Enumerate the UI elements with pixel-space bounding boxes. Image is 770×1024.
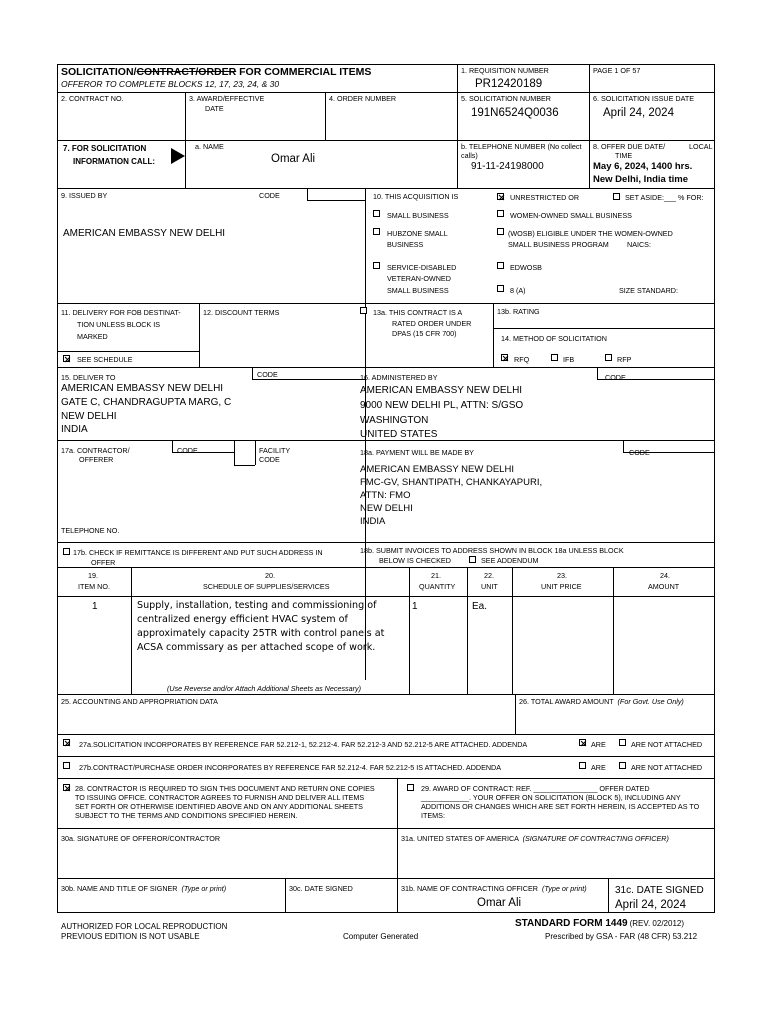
women-owned-checkbox[interactable] (497, 210, 504, 217)
facility-code-label-2: CODE (259, 455, 280, 464)
item-no-value[interactable]: 1 (92, 601, 98, 612)
women-owned-label: WOMEN-OWNED SMALL BUSINESS (510, 211, 632, 220)
27a-text: 27a.SOLICITATION INCORPORATES BY REFERENCE FAR 52.212-1, 52.212-4. FAR 52.212-3 AND 52.212-5 ARE ATTACHED. ADDENDA (79, 740, 528, 749)
prescribed-by-note: Prescribed by GSA - FAR (48 CFR) 53.212 (545, 932, 698, 941)
27b-are-checkbox[interactable] (579, 762, 586, 769)
issued-by-code-label: CODE (259, 191, 280, 200)
deliver-to-line-2[interactable]: GATE C, CHANDRAGUPTA MARG, C (61, 397, 232, 408)
telephone-label: TELEPHONE NO. (61, 526, 120, 535)
co-date-label: 31c. DATE SIGNED (615, 885, 704, 896)
issued-by-value[interactable]: AMERICAN EMBASSY NEW DELHI (63, 228, 226, 239)
see-addendum-checkbox[interactable] (469, 556, 476, 563)
27a-are-not-checkbox[interactable] (619, 739, 626, 746)
set-aside-checkbox[interactable] (613, 193, 620, 200)
phone-label: b. TELEPHONE NUMBER (No collect calls) (461, 142, 582, 160)
edwosb-label: EDWOSB (510, 263, 542, 272)
set-aside-label: SET ASIDE:___ % FOR: (625, 193, 704, 202)
previous-edition-note: PREVIOUS EDITION IS NOT USABLE (61, 932, 200, 941)
27b-are-label: ARE (591, 763, 606, 772)
27a-are-not-label: ARE NOT ATTACHED (631, 740, 703, 749)
sdvosb-label: SERVICE-DISABLED (387, 263, 457, 272)
order-no-label: 4. ORDER NUMBER (329, 94, 397, 103)
form-subtitle: OFFEROR TO COMPLETE BLOCKS 12, 17, 23, 24, & 30 (61, 79, 280, 89)
28-line-2: TO ISSUING OFFICE. CONTRACTOR AGREES TO FURNISH AND DELIVER ALL ITEMS (75, 793, 365, 802)
size-standard-label: SIZE STANDARD: (619, 286, 678, 295)
method-label: 14. METHOD OF SOLICITATION (501, 334, 607, 343)
solicitation-no-label: 5. SOLICITATION NUMBER (461, 94, 551, 103)
27b-are-not-checkbox[interactable] (619, 762, 626, 769)
offeror-signature-label: 30a. SIGNATURE OF OFFEROR/CONTRACTOR (61, 834, 221, 843)
col22-num: 22. (484, 571, 494, 580)
item-description[interactable]: Supply, installation, testing and commissioning of centralized energy efficient HVAC system of approximately capacity 25TR with control panels at ACSA commissary as per attached scope of work. (137, 600, 385, 653)
computer-generated-note: Computer Generated (343, 932, 419, 941)
28-line-1: 28. CONTRACTOR IS REQUIRED TO SIGN THIS DOCUMENT AND RETURN ONE COPIES (75, 784, 375, 793)
remittance-label-2: OFFER (91, 558, 116, 567)
administered-by-line-4[interactable]: UNITED STATES (360, 429, 438, 440)
item-unit[interactable]: Ea. (472, 601, 488, 612)
administered-by-line-1[interactable]: AMERICAN EMBASSY NEW DELHI (360, 385, 523, 396)
col21-num: 21. (431, 571, 441, 580)
col19-header: ITEM NO. (78, 582, 110, 591)
submit-invoices-label-2: BELOW IS CHECKED (379, 556, 451, 565)
sdvosb-label-3: SMALL BUSINESS (387, 286, 449, 295)
accounting-label: 25. ACCOUNTING AND APPROPRIATION DATA (61, 697, 218, 706)
col24-num: 24. (660, 571, 670, 580)
deliver-to-line-1[interactable]: AMERICAN EMBASSY NEW DELHI (61, 383, 224, 394)
administered-by-label: 16. ADMINISTERED BY (360, 373, 438, 382)
27a-are-label: ARE (591, 740, 606, 749)
discount-terms-label: 12. DISCOUNT TERMS (203, 308, 280, 317)
deliver-to-label: 15. DELIVER TO (61, 373, 116, 382)
col24-header: AMOUNT (648, 582, 680, 591)
small-business-checkbox[interactable] (373, 210, 380, 217)
offeror-date-label: 30c. DATE SIGNED (289, 884, 353, 893)
27a-are-checkbox[interactable] (579, 739, 586, 746)
naics-label: NAICS: (627, 240, 651, 249)
payment-line-2[interactable]: FMC-GV, SHANTIPATH, CHANKAYAPURI, (360, 477, 543, 488)
due-date-label: 8. OFFER DUE DATE/ (593, 142, 666, 151)
wosb-label-2: SMALL BUSINESS PROGRAM (508, 240, 609, 249)
signer-name-label: 30b. NAME AND TITLE OF SIGNER (Type or print) (61, 884, 227, 893)
28-line-3: SET FORTH OR OTHERWISE IDENTIFIED ABOVE AND ON ANY ADDITIONAL SHEETS (75, 802, 363, 811)
item-quantity[interactable]: 1 (412, 601, 418, 612)
see-addendum-label: SEE ADDENDUM (481, 556, 539, 565)
info-call-label: 7. FOR SOLICITATION (63, 144, 147, 153)
col19-num: 19. (88, 571, 98, 580)
unrestricted-label: UNRESTRICTED OR (510, 193, 580, 202)
eight-a-checkbox[interactable] (497, 285, 504, 292)
wosb-label: (WOSB) ELIGIBLE UNDER THE WOMEN-OWNED (508, 229, 673, 238)
schedule-footnote: (Use Reverse and/or Attach Additional Sheets as Necessary) (167, 684, 362, 693)
see-schedule-checkbox[interactable] (63, 355, 70, 362)
hubzone-checkbox[interactable] (373, 228, 380, 235)
small-business-label: SMALL BUSINESS (387, 211, 449, 220)
col23-num: 23. (557, 571, 567, 580)
28-line-4: SUBJECT TO THE TERMS AND CONDITIONS SPECIFIED HEREIN. (75, 811, 298, 820)
administered-by-code-label: CODE (605, 373, 626, 382)
hubzone-label-2: BUSINESS (387, 240, 424, 249)
local-reproduction-note: AUTHORIZED FOR LOCAL REPRODUCTION (61, 922, 228, 931)
col23-header: UNIT PRICE (541, 582, 582, 591)
col20-header: SCHEDULE OF SUPPLIES/SERVICES (203, 582, 330, 591)
rfq-label: RFQ (514, 355, 530, 364)
payment-line-5[interactable]: INDIA (360, 516, 386, 527)
27b-text: 27b.CONTRACT/PURCHASE ORDER INCORPORATES BY REFERENCE FAR 52.212-4. FAR 52.212-5 IS ATTACHED. ADDENDA (79, 763, 502, 772)
standard-form-name: STANDARD FORM 1449 (REV. 02/2012) (515, 918, 685, 929)
rfq-checkbox[interactable] (501, 354, 508, 361)
27a-checkbox[interactable] (63, 739, 70, 746)
arrow-right-icon (171, 148, 185, 164)
sdvosb-label-2: VETERAN-OWNED (387, 274, 451, 283)
ifb-label: IFB (563, 355, 575, 364)
ifb-checkbox[interactable] (551, 354, 558, 361)
award-date-label-2: DATE (205, 104, 224, 113)
payment-line-1[interactable]: AMERICAN EMBASSY NEW DELHI (360, 464, 514, 475)
usa-signature-label: 31a. UNITED STATES OF AMERICA (SIGNATURE OF CONTRACTING OFFICER) (401, 834, 669, 843)
name-label: a. NAME (195, 142, 224, 151)
delivery-label-3: MARKED (77, 332, 108, 341)
issued-by-label: 9. ISSUED BY (61, 191, 108, 200)
award-date-label: 3. AWARD/EFFECTIVE (189, 94, 265, 103)
form-title: SOLICITATION/CONTRACT/ORDER FOR COMMERCIAL ITEMS (61, 66, 372, 78)
payment-code-label: CODE (629, 448, 650, 457)
29-line-3: ADDITIONS OR CHANGES WHICH ARE SET FORTH HEREIN, IS ACCEPTED AS TO (421, 802, 700, 811)
info-call-label-2: INFORMATION CALL: (73, 157, 156, 166)
rated-order-label-3: DPAS (15 CFR 700) (392, 329, 457, 338)
administered-by-line-2[interactable]: 9000 NEW DELHI PL, ATTN: S/GSO (360, 400, 524, 411)
total-award-label: 26. TOTAL AWARD AMOUNT (For Govt. Use Only) (519, 697, 684, 706)
administered-by-line-3[interactable]: WASHINGTON (360, 415, 429, 426)
contractor-label: 17a. CONTRACTOR/ (61, 446, 130, 455)
local-label: LOCAL (689, 142, 713, 151)
co-name-value[interactable]: Omar Ali (477, 897, 522, 909)
sdvosb-checkbox[interactable] (373, 262, 380, 269)
payment-line-4[interactable]: NEW DELHI (360, 503, 413, 514)
rfp-label: RFP (617, 355, 632, 364)
29-checkbox[interactable] (407, 784, 414, 791)
delivery-label-2: TION UNLESS BLOCK IS (77, 320, 161, 329)
submit-invoices-label: 18b. SUBMIT INVOICES TO ADDRESS SHOWN IN BLOCK 18a UNLESS BLOCK (360, 546, 624, 555)
phone-value[interactable]: 91-11-24198000 (471, 161, 544, 172)
unrestricted-checkbox[interactable] (497, 193, 504, 200)
facility-code-label: FACILITY (259, 446, 291, 455)
contractor-code-label: CODE (177, 446, 198, 455)
col22-header: UNIT (481, 582, 498, 591)
due-time-value[interactable]: New Delhi, India time (593, 174, 689, 185)
remittance-checkbox[interactable] (63, 548, 70, 555)
page-label: PAGE 1 OF 57 (593, 66, 641, 75)
solicitation-no-value[interactable]: 191N6524Q0036 (471, 107, 559, 119)
see-schedule-label: SEE SCHEDULE (77, 355, 133, 364)
29-line-1: 29. AWARD OF CONTRACT: REF. ________________ OFFER DATED (421, 784, 650, 793)
deliver-to-code-label: CODE (257, 370, 278, 379)
due-date-label-2: TIME (615, 151, 633, 160)
payment-label: 18a. PAYMENT WILL BE MADE BY (360, 448, 474, 457)
29-line-2: ____________. YOUR OFFER ON SOLICITATION (BLOCK 5), INCLUDING ANY (421, 793, 681, 802)
rated-order-label: 13a. THIS CONTRACT IS A (373, 308, 463, 317)
hubzone-label: HUBZONE SMALL (387, 229, 448, 238)
edwosb-checkbox[interactable] (497, 262, 504, 269)
delivery-label: 11. DELIVERY FOR FOB DESTINAT- (61, 308, 181, 317)
rated-order-label-2: RATED ORDER UNDER (392, 319, 472, 328)
col21-header: QUANTITY (419, 582, 456, 591)
issue-date-value[interactable]: April 24, 2024 (603, 107, 674, 119)
rating-label: 13b. RATING (497, 307, 540, 316)
remittance-label: 17b. CHECK IF REMITTANCE IS DIFFERENT AND PUT SUCH ADDRESS IN (73, 548, 323, 557)
wosb-checkbox[interactable] (497, 228, 504, 235)
27b-are-not-label: ARE NOT ATTACHED (631, 763, 703, 772)
payment-line-3[interactable]: ATTN: FMO (360, 490, 411, 501)
co-name-label: 31b. NAME OF CONTRACTING OFFICER (Type or print) (401, 884, 587, 893)
requisition-value[interactable]: PR12420189 (475, 78, 543, 90)
col20-num: 20. (265, 571, 275, 580)
contact-name-value[interactable]: Omar Ali (271, 153, 316, 165)
requisition-label: 1. REQUISITION NUMBER (461, 66, 549, 75)
eight-a-label: 8 (A) (510, 286, 526, 295)
29-line-4: ITEMS: (421, 811, 445, 820)
sf1449-form (57, 64, 715, 964)
deliver-to-line-4[interactable]: INDIA (61, 424, 88, 435)
deliver-to-line-3[interactable]: NEW DELHI (61, 411, 117, 422)
due-date-value[interactable]: May 6, 2024, 1400 hrs. (593, 161, 693, 172)
27b-checkbox[interactable] (63, 762, 70, 769)
issue-date-label: 6. SOLICITATION ISSUE DATE (593, 94, 695, 103)
acquisition-label: 10. THIS ACQUISITION IS (373, 192, 459, 201)
28-checkbox[interactable] (63, 784, 70, 791)
contractor-label-2: OFFERER (79, 455, 114, 464)
contract-no-label: 2. CONTRACT NO. (61, 94, 124, 103)
co-date-value[interactable]: April 24, 2024 (615, 899, 686, 911)
rfp-checkbox[interactable] (605, 354, 612, 361)
rated-order-checkbox[interactable] (360, 307, 367, 314)
